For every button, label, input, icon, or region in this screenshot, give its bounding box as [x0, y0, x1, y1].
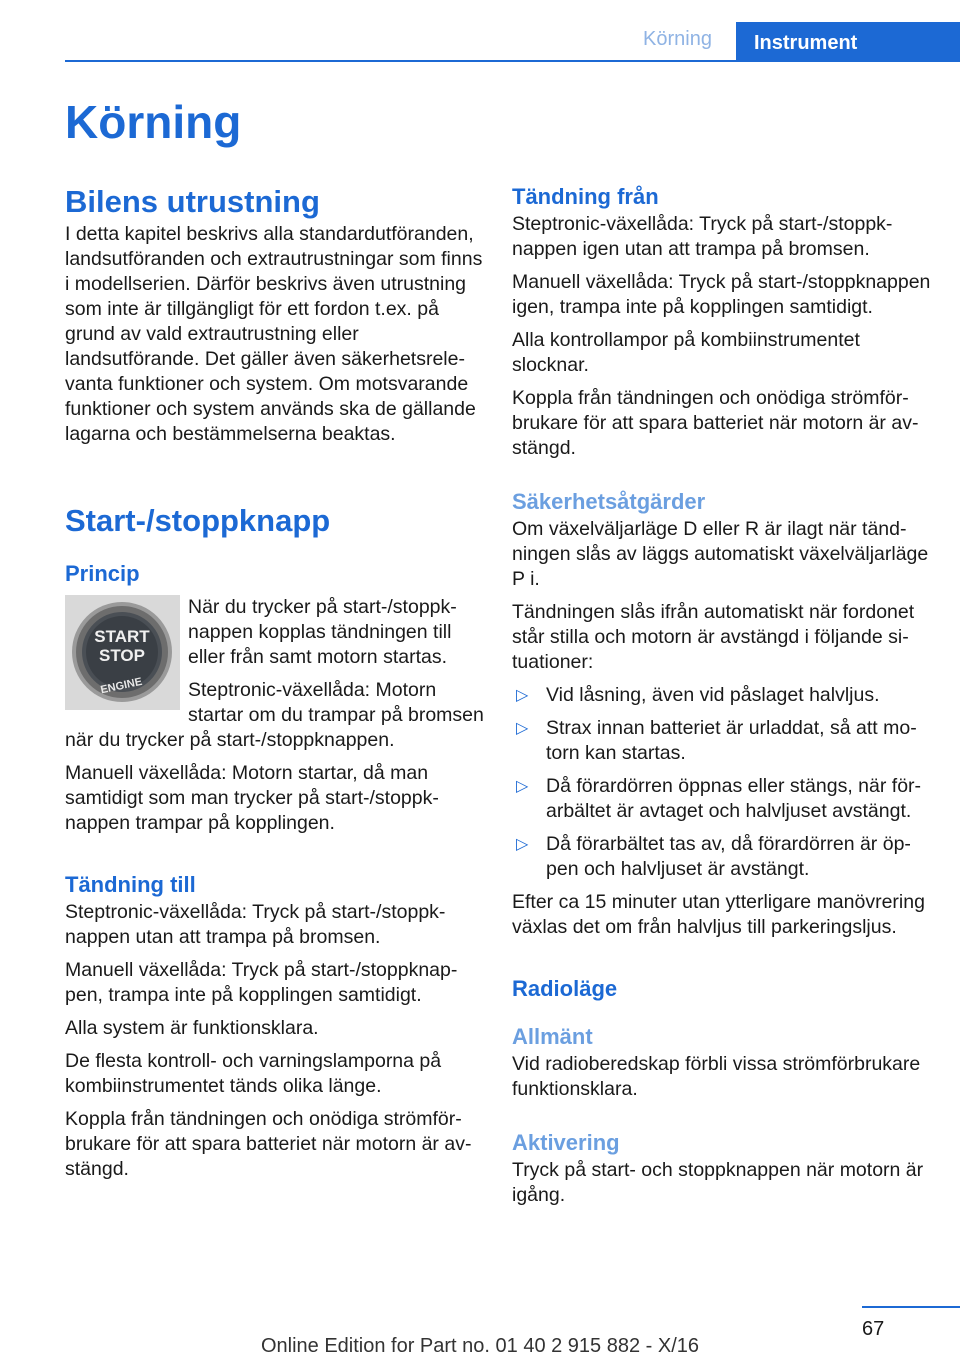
bullet-list: [512, 683, 932, 882]
list-item: ▷ Då förardörren öppnas eller stängs, när förarbältet är avtaget och halvljuset avstängt.: [516, 775, 922, 822]
heading-bilens-utrustning: Bilens utrustning: [65, 184, 320, 219]
paragraph-till-4: De flesta kontroll- och varningslamporna på kombiinstrumentet tänds olika länge.: [65, 1050, 442, 1097]
list-item: ▷ Strax innan batteriet är urladdat, så att motorn kan startas.: [516, 717, 917, 764]
paragraph-till-3: Alla system är funktionsklara.: [65, 1017, 319, 1039]
triangle-bullet-icon: ▷: [516, 720, 529, 737]
page-number: 67: [862, 1318, 885, 1340]
paragraph-fran-2: Manuell växellåda: Tryck på start-/stoppknappen igen, trampa inte på kopplingen samtidigt.: [512, 271, 931, 318]
paragraph-aktivering: Tryck på start- och stoppknappen när motorn är igång.: [512, 1159, 924, 1206]
triangle-bullet-icon: ▷: [516, 778, 529, 795]
heading-aktivering: Aktivering: [512, 1130, 620, 1155]
paragraph-sak-1: Om växelväljarläge D eller R är ilagt när tändningen slås av läggs automatiskt växelväljarläge P i.: [512, 518, 929, 590]
paragraph-fran-4: Koppla från tändningen och onödiga strömförbrukare för att spara batteriet när motorn är avstängd.: [512, 387, 919, 459]
paragraph-sak-2: Tändningen slås ifrån automatiskt när fordonet står stilla och motorn är avstängd i följande situationer:: [512, 601, 915, 673]
paragraph-allmant: Vid radioberedskap förbli vissa strömförbrukare funktionsklara.: [512, 1053, 921, 1100]
button-label-stop: STOP: [99, 646, 145, 665]
start-stop-button-icon: [65, 595, 180, 710]
heading-sakerhetsatgarder: Säkerhetsåtgärder: [512, 489, 706, 514]
paragraph-bilens: I detta kapitel beskrivs alla standardutföranden, landsutföranden och extrautrustningar som finns i modellserien. Därför beskrivs även utrustning som inte är tillgängligt för ett fordon t.ex. på grund av vald extrautrustning eller landsutförande. Det gäller även säkerhetsrelevanta funktioner och system. Om motsvarande funktioner och system används ska de gällande lagarna och bestämmelserna beaktas.: [65, 223, 483, 445]
left-column: [65, 182, 485, 1190]
footer-edition: Online Edition for Part no. 01 40 2 915 882 - X/16: [260, 1335, 700, 1357]
paragraph-till-5: Koppla från tändningen och onödiga strömförbrukare för att spara batteriet när motorn är avstängd.: [65, 1108, 472, 1180]
paragraph-princip-3: Manuell växellåda: Motorn startar, då man samtidigt som man trycker på start-/stoppknappen trampar på kopplingen.: [65, 762, 439, 834]
list-item: ▷ Då förarbältet tas av, då förardörren är öppen och halvljuset är avstängt.: [516, 833, 911, 880]
chapter-title: Körning: [65, 96, 242, 148]
start-stop-button-image: [65, 595, 180, 710]
paragraph-fran-1: Steptronic-växellåda: Tryck på start-/stoppknappen igen utan att trampa på bromsen.: [512, 213, 893, 260]
heading-start-stoppknapp: Start-/stoppknapp: [65, 503, 331, 538]
list-item: ▷ Vid låsning, även vid påslaget halvljus.: [516, 684, 880, 706]
heading-allmant: Allmänt: [512, 1024, 593, 1049]
section-tab[interactable]: Körning: [643, 28, 712, 50]
paragraph-princip-2: Steptronic-växellåda: Motorn startar om du trampar på bromsen när du trycker på start-/stoppknappen.: [65, 679, 484, 751]
chapter-tab[interactable]: Instrument: [736, 22, 960, 62]
footer-rule: [862, 1306, 960, 1308]
paragraph-princip-1: När du trycker på start-/stoppknappen kopplas tändningen till eller från samt motorn startas.: [188, 596, 457, 668]
paragraph-till-2: Manuell växellåda: Tryck på start-/stoppknappen, trampa inte på kopplingen samtidigt.: [65, 959, 458, 1006]
heading-radiolage: Radioläge: [512, 976, 618, 1001]
heading-tandning-fran: Tändning från: [512, 184, 659, 209]
paragraph-fran-3: Alla kontrollampor på kombiinstrumentet slocknar.: [512, 329, 860, 376]
heading-tandning-till: Tändning till: [65, 872, 196, 897]
right-column: [512, 182, 932, 1216]
triangle-bullet-icon: ▷: [516, 836, 529, 853]
button-label-engine: ENGINE: [99, 675, 144, 697]
button-label-start: START: [94, 627, 150, 646]
paragraph-till-1: Steptronic-växellåda: Tryck på start-/stoppknappen utan att trampa på bromsen.: [65, 901, 446, 948]
paragraph-sak-3: Efter ca 15 minuter utan ytterligare manövrering växlas det om från halvljus till parkeringsljus.: [512, 891, 925, 938]
triangle-bullet-icon: ▷: [516, 687, 529, 704]
heading-princip: Princip: [65, 561, 140, 586]
